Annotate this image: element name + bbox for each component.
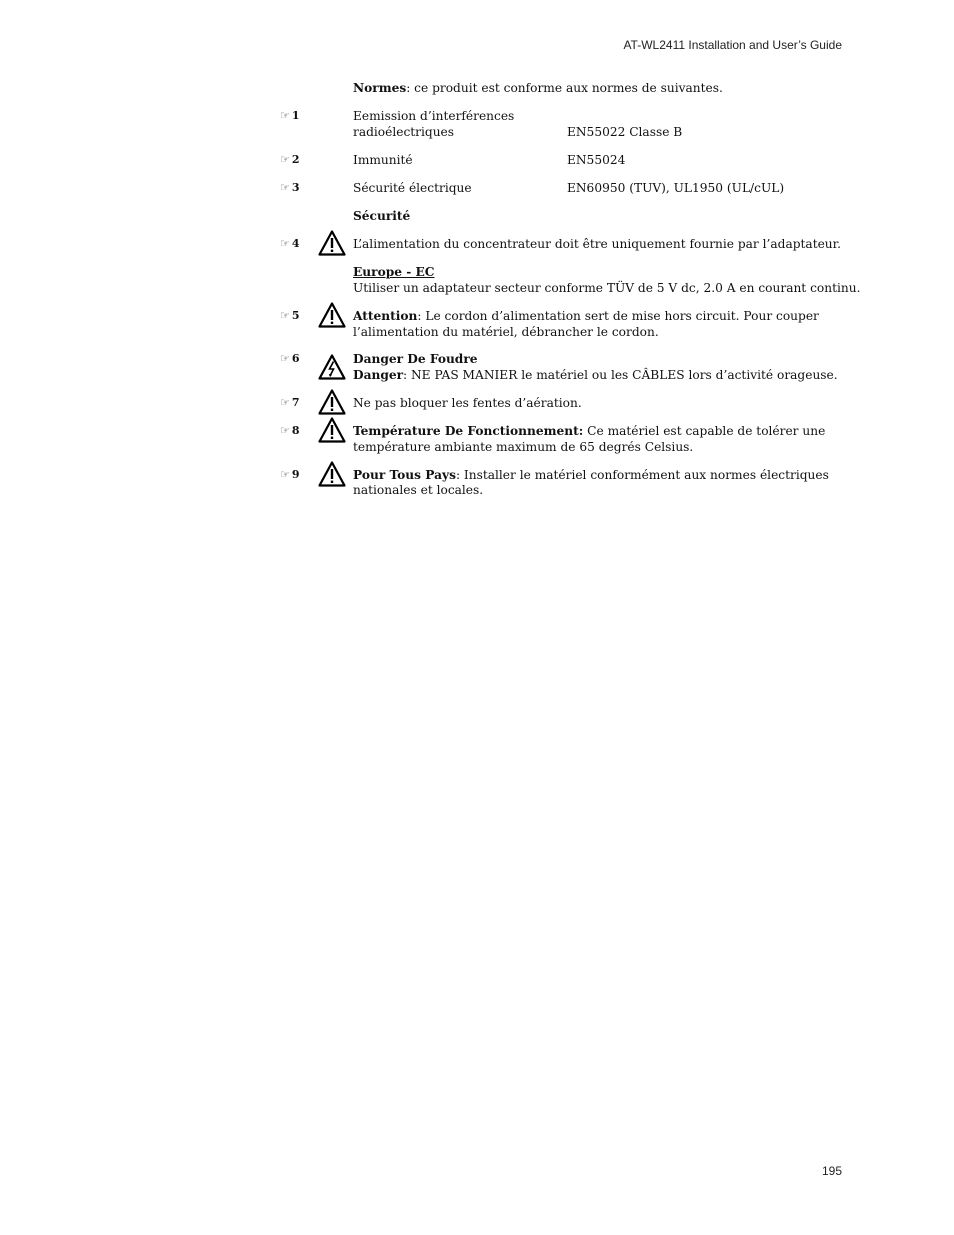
normes-intro [280,80,850,96]
normes-text: : ce produit est conforme aux normes de suivantes. [406,81,723,95]
attention-label: Attention [353,309,418,323]
safety-item-4 [280,236,850,252]
safety-text-cont: nationales et locales. [353,483,484,497]
standard-name: Immunité [353,153,413,167]
safety-text: L’alimentation du concentrateur doit être uniquement fournie par l’adaptateur. [353,237,842,251]
pointing-hand-icon: ☞ [280,153,290,166]
normes-label: Normes [353,81,407,95]
running-header: AT-WL2411 Installation and User’s Guide [623,38,842,52]
warning-icon [318,389,346,415]
pointing-hand-icon: ☞ [280,424,290,437]
europe-ec-row [280,264,850,280]
standard-row-2 [280,152,850,168]
page-number: 195 [821,1164,842,1178]
item-marker: ☞ 1 [280,109,300,122]
standard-name: Sécurité électrique [353,181,472,195]
warning-icon [318,230,346,256]
pointing-hand-icon: ☞ [280,109,290,122]
safety-text: Ce matériel est capable de tolérer une [583,424,826,438]
temperature-label: Température De Fonctionnement: [353,424,584,438]
item-marker: ☞ 2 [280,153,300,166]
pointing-hand-icon: ☞ [280,237,290,250]
safety-item-5-cont [280,324,850,340]
standard-name-cont: radioélectriques [353,125,455,139]
safety-item-5 [280,308,850,324]
europe-ec-text-row [280,280,861,296]
safety-item-8 [280,423,850,439]
safety-item-9 [280,467,850,483]
pointing-hand-icon: ☞ [280,181,290,194]
item-marker: ☞ 8 [280,424,300,437]
standard-row-1 [280,108,850,124]
safety-heading-row [280,208,850,224]
item-marker: ☞ 4 [280,237,300,250]
safety-text-cont: l’alimentation du matériel, débrancher le cordon. [353,325,659,339]
item-marker: ☞ 7 [280,396,300,409]
europe-ec-text: Utiliser un adaptateur secteur conforme TÜV de 5 V dc, 2.0 A en courant continu. [353,281,861,295]
pointing-hand-icon: ☞ [280,468,290,481]
safety-item-6 [280,351,850,367]
item-marker: ☞ 5 [280,309,300,322]
standard-value: EN55024 [567,153,626,167]
standard-value: EN60950 (TUV), UL1950 (UL/cUL) [567,181,785,195]
standard-value: EN55022 Classe B [567,125,683,139]
standard-row-3 [280,180,850,196]
safety-text: : Installer le matériel conformément aux normes électriques [455,468,829,482]
pointing-hand-icon: ☞ [280,352,290,365]
safety-item-9-cont [280,482,850,498]
lightning-warning-icon [318,354,346,380]
safety-text: Ne pas bloquer les fentes d’aération. [353,396,582,410]
safety-text: : Le cordon d’alimentation sert de mise hors circuit. Pour couper [417,309,819,323]
all-countries-label: Pour Tous Pays [353,468,456,482]
item-marker: ☞ 3 [280,181,300,194]
item-marker: ☞ 9 [280,468,300,481]
pointing-hand-icon: ☞ [280,396,290,409]
danger-title: Danger De Foudre [353,352,478,366]
standard-name: Eemission d’interférences [353,109,515,123]
safety-item-8-cont [280,439,850,455]
europe-ec-label: Europe - EC [353,265,435,279]
safety-heading: Sécurité [353,209,411,223]
safety-text-cont: température ambiante maximum de 65 degrés Celsius. [353,440,694,454]
safety-item-6-cont [280,367,850,383]
safety-text: : NE PAS MANIER le matériel ou les CÂBLES lors d’activité orageuse. [403,368,838,382]
standard-row-1-cont [280,124,850,140]
danger-label: Danger [353,368,404,382]
item-marker: ☞ 6 [280,352,300,365]
safety-item-7 [280,395,850,411]
pointing-hand-icon: ☞ [280,309,290,322]
